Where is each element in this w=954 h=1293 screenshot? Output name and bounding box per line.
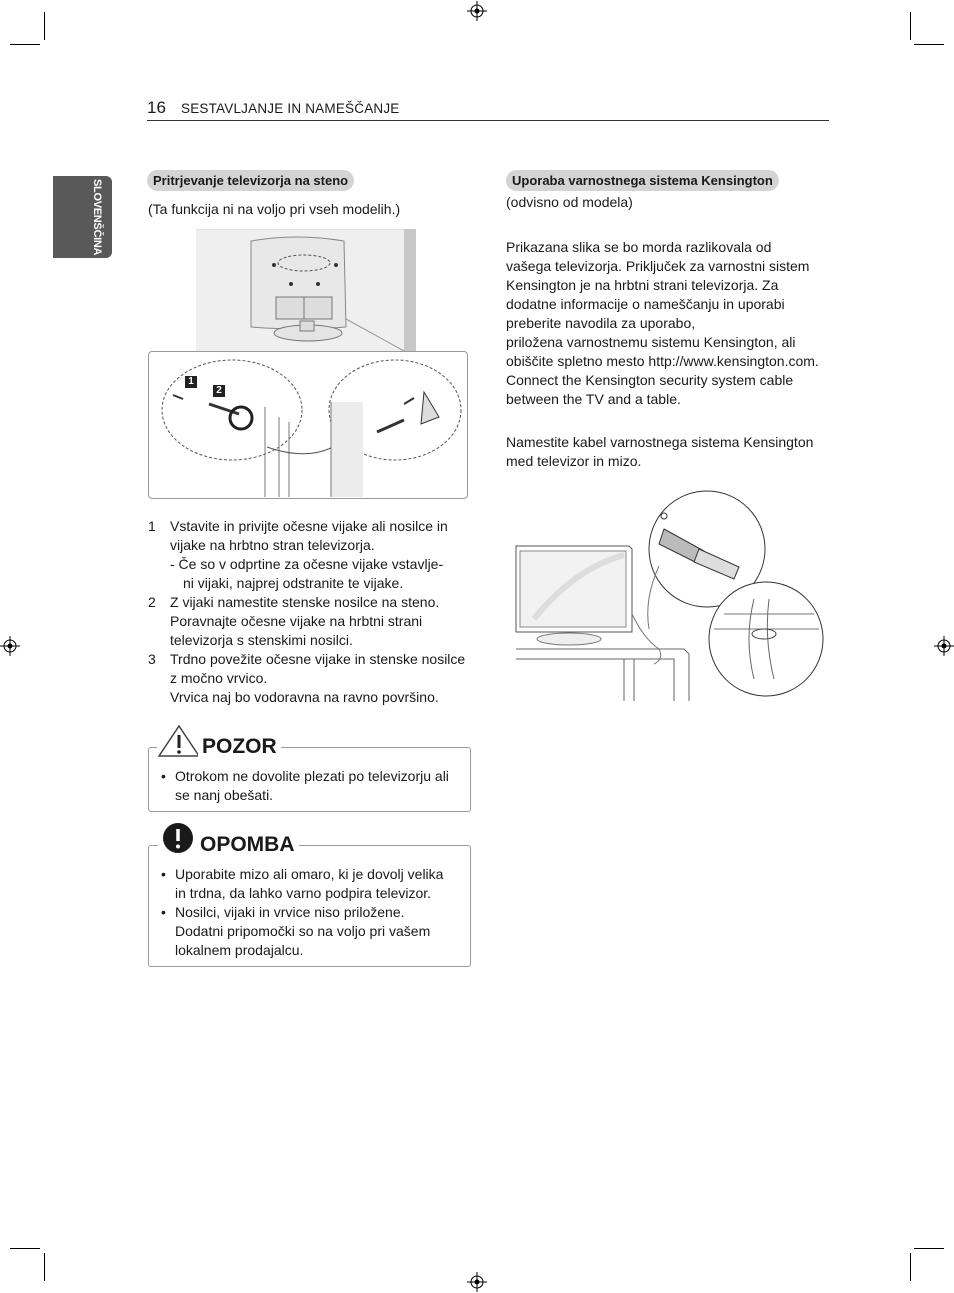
step-number: 3 [148,651,156,667]
mounting-detail-illustration [149,352,467,497]
step-line: Vrvica naj bo vodoravna na ravno površino. [170,689,439,705]
note-item: • Uporabite mizo ali omaro, ki je dovolj velika in trdna, da lahko varno podpira televizor. [161,865,461,903]
step-item [148,517,478,593]
step-item [148,650,478,707]
kensington-instruction: Namestite kabel varnostnega sistema Kensington med televizor in mizo. [506,434,814,469]
step-line: Z vijaki namestite stenske nosilce na steno. [170,594,440,610]
note-item: • Nosilci, vijaki in vrvice niso priložene. Dodatni pripomočki so na voljo pri vašem lokalnem prodajalcu. [161,903,461,960]
kensington-subtitle: (odvisno od modela) [506,194,633,210]
step-line: vijake na hrbtno stran televizorja. [170,537,375,553]
registration-mark-icon [0,636,20,656]
caution-list [161,767,461,805]
crop-mark [910,1253,911,1281]
kensington-heading: Uporaba varnostnega sistema Kensington [506,170,779,191]
step-number: 2 [148,594,156,610]
section-title: SESTAVLJANJE IN NAMEŠČANJE [181,101,400,116]
note-title: OPOMBA [196,833,299,857]
caution-title: POZOR [198,735,281,759]
step-line: Trdno povežite očesne vijake in stenske nosilce [170,651,466,667]
step-line: Vstavite in privijte očesne vijake ali nosilce in [170,518,448,534]
warning-triangle-icon [157,724,201,758]
step-item [148,593,478,650]
step-marker-1: 1 [185,376,197,388]
crop-mark [914,1248,944,1249]
language-tab [53,176,112,258]
availability-note: (Ta funkcija ni na voljo pri vseh modelih.) [148,201,401,217]
crop-mark [914,44,944,45]
crop-mark [10,44,40,45]
steps-list [148,517,478,707]
crop-mark [10,1248,40,1249]
kensington-description: Prikazana slika se bo morda razlikovala od vašega televizorja. Priključek za varnostni sistem Kensington je na hrbtni strani televizorja. Za dodatne informacije o nameščanju in uporabi preberite navodila za uporabo, priložena varnostnemu sistemu Kensington, ali obiščite spletno mesto http://www.kensington.com. Connect the Kensington security system cable between the TV and a table. [506,239,819,407]
tv-wall-illustration [196,229,416,351]
crop-mark [44,12,45,40]
step-line: z močno vrvico. [170,670,268,686]
header-divider [147,120,829,121]
step-marker-2: 2 [213,385,225,397]
crop-mark [910,12,911,40]
kensington-lock-illustration [514,489,824,701]
caution-item: • Otrokom ne dovolite plezati po televizorju ali se nanj obešati. [161,767,461,805]
note-list [161,865,461,960]
crop-mark [44,1253,45,1281]
registration-mark-icon [467,1272,487,1292]
exclamation-circle-icon [158,820,198,856]
registration-mark-icon [934,636,954,656]
page-number: 16 [147,98,166,117]
step-subline: - Če so v odprtine za očesne vijake vstavlje- [170,556,444,572]
step-subline: ni vijaki, najprej odstranite te vijake. [183,575,404,591]
wall-mount-heading: Pritrjevanje televizorja na steno [147,170,354,191]
registration-mark-icon [467,1,487,21]
step-number: 1 [148,518,156,534]
step-line: televizorja s stenskimi nosilci. [170,632,353,648]
language-tab-label: SLOVENŠČINA [91,179,103,256]
step-line: Poravnajte očesne vijake na hrbtni strani [170,613,423,629]
